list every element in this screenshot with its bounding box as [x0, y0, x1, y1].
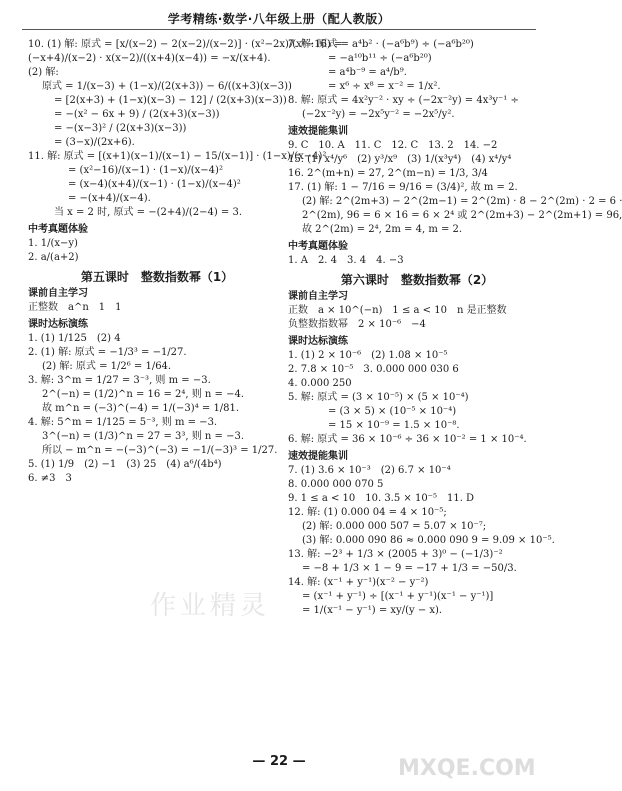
- answer-line: 6. ≠3 3: [28, 473, 72, 484]
- answer-line: (2) 解: 2^(2m+3) − 2^(2m−1) = 2^(2m) · 8 − 2^(2m) · 2 = 6 ·: [302, 196, 622, 207]
- answer-line: 2^(2m), 96 = 6 × 16 = 6 × 2⁴ 或 2^(2m+3) − 2^(2m+1) = 96,: [302, 210, 622, 221]
- answer-line: 4. 0.000 250: [288, 378, 352, 389]
- answer-line: 2. a/(a+2): [28, 252, 79, 263]
- answer-line: 2^(−n) = (1/2)^n = 16 = 2⁴, 则 n = −4.: [42, 389, 245, 400]
- answer-line: 7. 解: 原式 = a⁴b² · (−a⁶b⁹) ÷ (−a⁶b²⁰): [288, 39, 474, 50]
- answer-line: 2. 7.8 × 10⁻⁵ 3. 0.000 000 030 6: [288, 364, 459, 375]
- answer-line: 2. (1) 解: 原式 = −1/3³ = −1/27.: [28, 347, 187, 358]
- section-heading: 第六课时 整数指数幂（2）: [340, 273, 494, 287]
- answer-line: = (3 × 5) × (10⁻⁵ × 10⁻⁴): [328, 406, 457, 417]
- answer-line: = (x⁻¹ + y⁻¹) ÷ [(x⁻¹ + y⁻¹)(x⁻¹ − y⁻¹)]: [302, 591, 494, 602]
- answer-line: 16. 2^(m+n) = 27, 2^(m−n) = 1/3, 3/4: [288, 168, 488, 179]
- section-heading: 课时达标演练: [28, 319, 88, 330]
- answer-line: 8. 解: 原式 = 4x²y⁻² · xy ÷ (−2x⁻²y) = 4x³y⁻¹ ÷: [288, 95, 519, 106]
- answer-line: 负整数指数幂 2 × 10⁻⁶ −4: [288, 319, 426, 330]
- answer-line: 15. (1) x⁴/y⁶ (2) y³/x⁹ (3) 1/(x³y⁴) (4) x⁴/y⁴: [288, 154, 512, 165]
- watermark-logo: [390, 705, 550, 783]
- answer-line: = a⁴b⁻⁹ = a⁴/b⁹.: [328, 67, 407, 78]
- answer-line: = −(x+4)/(x−4).: [68, 193, 151, 204]
- answer-line: 17. (1) 解: 1 − 7/16 = 9/16 = (3/4)², 故 m = 2.: [288, 182, 518, 193]
- answer-line: 12. 解: (1) 0.000 04 = 4 × 10⁻⁵;: [288, 507, 447, 518]
- page-header: 学考精练·数学·八年级上册（配人教版）: [167, 12, 391, 26]
- answer-line: 原式 = 1/(x−3) + (1−x)/(2(x+3)) − 6/((x+3)(x−3)): [42, 81, 292, 92]
- answer-line: = (x²−16)/(x−1) · (1−x)/(x−4)²: [68, 165, 223, 176]
- answer-line: (−2x⁻²y) = −2x⁵y⁻² = −2x⁵/y².: [302, 109, 455, 120]
- answer-line: (−x+4)/(x−2) · x(x−2)/((x+4)(x−4)) = −x/(x+4).: [28, 53, 271, 64]
- answer-line: 1. (1) 1/125 (2) 4: [28, 333, 121, 344]
- answer-line: 1. (1) 2 × 10⁻⁶ (2) 1.08 × 10⁻⁵: [288, 350, 448, 361]
- answer-line: 3^(−n) = (1/3)^n = 27 = 3³, 则 n = −3.: [42, 431, 245, 442]
- answer-line: = −8 + 1/3 × 1 − 9 = −17 + 1/3 = −50/3.: [302, 563, 517, 574]
- answer-line: 5. 解: 原式 = (3 × 10⁻⁵) × (5 × 10⁻⁴): [288, 392, 469, 403]
- section-heading: 课时达标演练: [288, 336, 348, 347]
- answer-line: 8. 0.000 000 070 5: [288, 479, 384, 490]
- header-rule: [22, 29, 536, 30]
- watermark-text: 作业精灵: [150, 591, 271, 621]
- section-heading: 中考真题体验: [28, 224, 88, 235]
- answer-line: 5. (1) 1/9 (2) −1 (3) 25 (4) a⁶/(4b⁴): [28, 459, 222, 470]
- answer-line: 1. A 2. 4 3. 4 4. −3: [288, 255, 404, 266]
- answer-line: 所以 − m^n = −(−3)^(−3) = −1/(−3)³ = 1/27.: [42, 445, 278, 456]
- answer-line: 11. 解: 原式 = [(x+1)(x−1)/(x−1) − 15/(x−1)] · (1−x)/(x−4)²: [28, 151, 327, 162]
- answer-line: (2) 解:: [28, 67, 59, 78]
- answer-line: 4. 解: 5^m = 1/125 = 5⁻³, 则 m = −3.: [28, 417, 218, 428]
- answer-line: = −a¹⁰b¹¹ ÷ (−a⁶b²⁰): [328, 53, 432, 64]
- svg-text:MXQE.COM: MXQE.COM: [398, 756, 536, 781]
- section-heading: 中考真题体验: [288, 241, 348, 252]
- answer-line: = (x−4)(x+4)/(x−1) · (1−x)/(x−4)²: [68, 179, 241, 190]
- section-heading: 第五课时 整数指数幂（1）: [80, 270, 234, 284]
- answer-line: = −(x−3)² / (2(x+3)(x−3)): [54, 123, 187, 134]
- section-heading: 速效提能集训: [288, 451, 348, 462]
- answer-line: 9. 1 ≤ a < 10 10. 3.5 × 10⁻⁵ 11. D: [288, 493, 475, 504]
- answer-line: (2) 解: 原式 = 1/2⁶ = 1/64.: [42, 361, 172, 372]
- answer-line: 3. 解: 3^m = 1/27 = 3⁻³, 则 m = −3.: [28, 375, 211, 386]
- answer-line: 13. 解: −2³ + 1/3 × (2005 + 3)⁰ − (−1/3)⁻²: [288, 549, 503, 560]
- answer-line: (3) 解: 0.000 090 86 ≈ 0.000 090 9 = 9.09 × 10⁻⁵.: [302, 535, 555, 546]
- answer-line: = (3−x)/(2x+6).: [54, 137, 135, 148]
- answer-line: 1. 1/(x−y): [28, 238, 78, 249]
- answer-line: = −(x² − 6x + 9) / (2(x+3)(x−3)): [54, 109, 220, 120]
- right-column: [288, 38, 622, 618]
- answer-line: 正数 a × 10^(−n) 1 ≤ a < 10 n 是正整数: [288, 305, 507, 316]
- answer-line: 14. 解: (x⁻¹ + y⁻¹)(x⁻² − y⁻²): [288, 577, 429, 588]
- section-heading: 速效提能集训: [288, 126, 348, 137]
- section-heading: 课前自主学习: [288, 291, 348, 302]
- answer-line: 7. (1) 3.6 × 10⁻³ (2) 6.7 × 10⁻⁴: [288, 465, 451, 476]
- answer-line: (2) 解: 0.000 000 507 = 5.07 × 10⁻⁷;: [302, 521, 487, 532]
- answer-line: = 15 × 10⁻⁹ = 1.5 × 10⁻⁸.: [328, 420, 460, 431]
- page-number: — 22 —: [252, 754, 306, 769]
- answer-line: 9. C 10. A 11. C 12. C 13. 2 14. −2: [288, 140, 498, 151]
- answer-line: = x⁶ ÷ x⁸ = x⁻² = 1/x².: [328, 81, 441, 92]
- answer-line: 正整数 a^n 1 1: [28, 302, 122, 313]
- answer-line: = 1/(x⁻¹ − y⁻¹) = xy/(y − x).: [302, 605, 443, 616]
- answer-line: 当 x = 2 时, 原式 = −(2+4)/(2−4) = 3.: [54, 207, 243, 218]
- answer-line: = [2(x+3) + (1−x)(x−3) − 12] / (2(x+3)(x−3)): [54, 95, 287, 106]
- answer-line: 6. 解: 原式 = 36 × 10⁻⁶ ÷ 36 × 10⁻² = 1 × 10⁻⁴.: [288, 434, 527, 445]
- answer-line: 故 2^(2m) = 2⁴, 2m = 4, m = 2.: [302, 224, 463, 235]
- section-heading: 课前自主学习: [28, 288, 88, 299]
- answer-line: 10. (1) 解: 原式 = [x/(x−2) − 2(x−2)/(x−2)] · (x²−2x)/(x²−16) =: [28, 39, 343, 50]
- answer-line: 故 m^n = (−3)^(−4) = 1/(−3)⁴ = 1/81.: [42, 403, 240, 414]
